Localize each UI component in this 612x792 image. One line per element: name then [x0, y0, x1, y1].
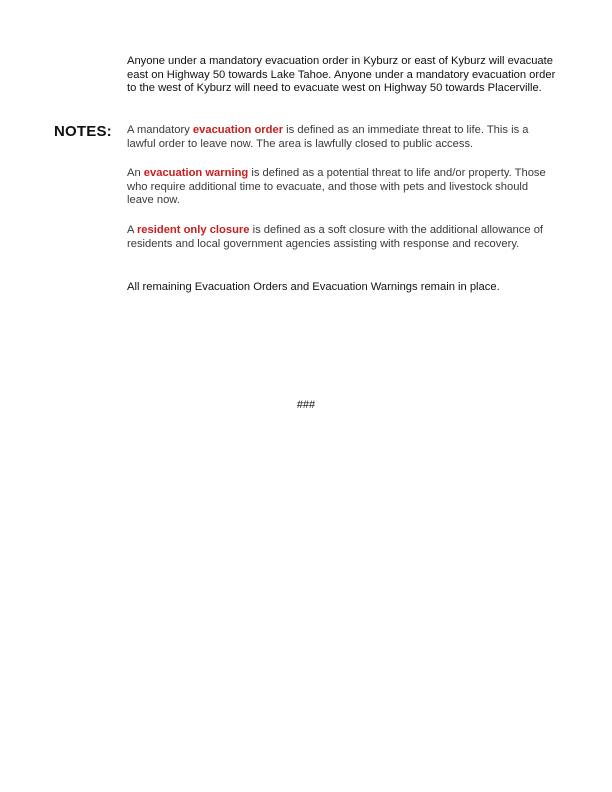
note-definition: is defined as a soft closure with the additional allowance of residents and local government agencies assisting with response and recovery. — [127, 224, 544, 250]
note-prefix: A — [127, 224, 137, 236]
note-evacuation-order — [127, 124, 557, 151]
note-prefix: A mandatory — [127, 124, 193, 136]
note-prefix: An — [127, 167, 144, 179]
term-evacuation-order: evacuation order — [192, 124, 284, 136]
term-resident-only-closure: resident only closure — [136, 224, 250, 236]
notes-heading: NOTES: — [54, 123, 112, 140]
closing-paragraph: All remaining Evacuation Orders and Evacuation Warnings remain in place. — [127, 281, 500, 293]
term-evacuation-warning: evacuation warning — [143, 167, 249, 179]
end-of-document-mark: ### — [296, 399, 316, 411]
note-evacuation-warning — [127, 167, 557, 208]
note-definition: is defined as a potential threat to life and/or property. Those who require additional time to evacuate, and those with pets and livestock should leave now. — [127, 167, 546, 207]
note-resident-only-closure — [127, 224, 557, 251]
note-definition: is defined as an immediate threat to life. This is a lawful order to leave now. The area is lawfully closed to public access. — [127, 124, 529, 150]
intro-paragraph: Anyone under a mandatory evacuation order in Kyburz or east of Kyburz will evacuate east on Highway 50 towards Lake Tahoe. Anyone under a mandatory evacuation order to the west of Kyburz will need to evacuate west on Highway 50 towards Placerville. — [127, 55, 556, 95]
